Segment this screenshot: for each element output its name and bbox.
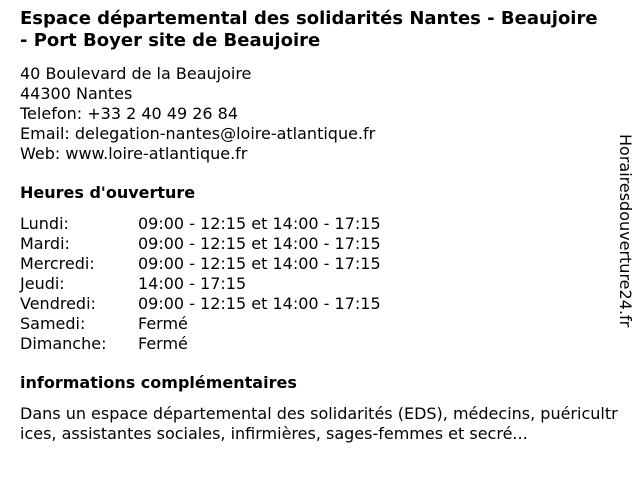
address-block [20, 64, 620, 164]
page-title: Espace départemental des solidarités Nantes - Beaujoire - Port Boyer site de Beaujoire [20, 8, 598, 51]
hours-row-saturday [20, 314, 620, 334]
day-hours: 09:00 - 12:15 et 14:00 - 17:15 [138, 234, 381, 253]
info-heading: informations complémentaires [20, 373, 297, 392]
day-label: Dimanche: [20, 334, 107, 353]
day-label: Jeudi: [20, 274, 65, 293]
day-label: Lundi: [20, 214, 69, 233]
hours-table [20, 214, 620, 354]
info-text: Dans un espace départemental des solidarités (EDS), médecins, puéricultrices, assistantes sociales, infirmières, sages-femmes et secré... [20, 404, 618, 443]
day-hours: 09:00 - 12:15 et 14:00 - 17:15 [138, 254, 381, 273]
main-content [20, 8, 620, 444]
hours-row-tuesday [20, 234, 620, 254]
hours-row-thursday [20, 274, 620, 294]
website-link[interactable]: Web: www.loire-atlantique.fr [20, 144, 248, 163]
hours-row-monday [20, 214, 620, 234]
day-hours: Fermé [138, 314, 188, 333]
day-hours: 09:00 - 12:15 et 14:00 - 17:15 [138, 214, 381, 233]
day-hours: 14:00 - 17:15 [138, 274, 247, 293]
email-address[interactable]: Email: delegation-nantes@loire-atlantique.fr [20, 124, 376, 143]
day-label: Mercredi: [20, 254, 95, 273]
city-address: 44300 Nantes [20, 84, 133, 103]
day-hours: 09:00 - 12:15 et 14:00 - 17:15 [138, 294, 381, 313]
hours-heading: Heures d'ouverture [20, 183, 196, 202]
site-watermark: Horairesdouverture24.fr [616, 134, 635, 328]
day-hours: Fermé [138, 334, 188, 353]
hours-row-wednesday [20, 254, 620, 274]
phone-number[interactable]: Telefon: +33 2 40 49 26 84 [20, 104, 239, 123]
day-label: Mardi: [20, 234, 70, 253]
day-label: Samedi: [20, 314, 86, 333]
day-label: Vendredi: [20, 294, 96, 313]
street-address: 40 Boulevard de la Beaujoire [20, 64, 252, 83]
hours-row-sunday [20, 334, 620, 354]
hours-row-friday [20, 294, 620, 314]
